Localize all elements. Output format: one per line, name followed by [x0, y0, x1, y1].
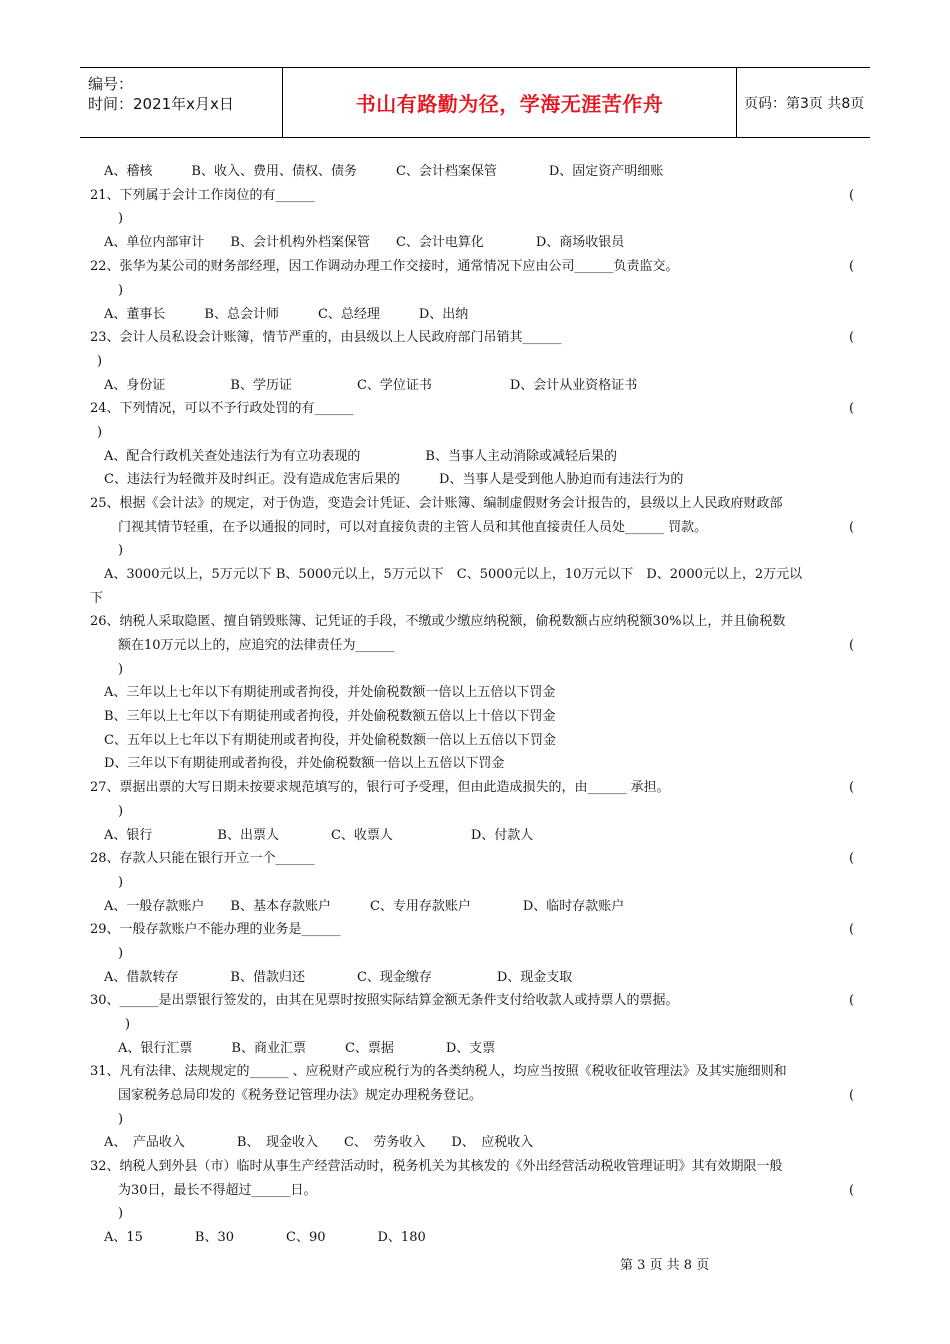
page-footer: 第 3 页 共 8 页 [620, 1258, 710, 1273]
question-28: 28、存款人只能在银行开立一个______ [90, 851, 315, 866]
options-q20: A、稽核 B、收入、费用、债权、债务 C、会计档案保管 D、固定资产明细账 [104, 164, 664, 179]
document-number-label: 编号： [88, 75, 134, 93]
answer-paren-close: ) [118, 543, 124, 558]
question-22: 22、张华为某公司的财务部经理，因工作调动办理工作交接时，通常情况下应由公司______负责监交。 [90, 259, 679, 274]
answer-paren-close: ) [118, 662, 124, 677]
question-29: 29、一般存款账户不能办理的业务是______ [90, 922, 341, 937]
question-32-line1: 32、纳税人到外县（市）临时从事生产经营活动时，税务机关为其核发的《外出经营活动税收管理证明》其有效期限一般 [90, 1159, 783, 1174]
answer-paren-open: ( [849, 1183, 855, 1198]
options-q27: A、银行 B、出票人 C、收票人 D、付款人 [104, 828, 534, 843]
options-q22: A、董事长 B、总会计师 C、总经理 D、出纳 [104, 307, 469, 322]
answer-paren-open: ( [849, 401, 855, 416]
answer-paren-open: ( [849, 259, 855, 274]
option-q26-d: D、三年以下有期徒刑或者拘役，并处偷税数额一倍以上五倍以下罚金 [104, 756, 505, 771]
options-q32: A、15 B、30 C、90 D、180 [104, 1230, 426, 1245]
question-21: 21、下列属于会计工作岗位的有______ [90, 188, 315, 203]
header-page-info: 页码：第3页 共8页 [744, 95, 865, 112]
answer-paren-close: ) [118, 875, 124, 890]
options-q25-wrap: 下 [90, 591, 104, 606]
options-q28: A、一般存款账户 B、基本存款账户 C、专用存款账户 D、临时存款账户 [104, 899, 625, 914]
answer-paren-close: ) [118, 283, 124, 298]
answer-paren-open: ( [849, 851, 855, 866]
answer-paren-close: ) [118, 946, 124, 961]
question-31-line2: 国家税务总局印发的《税务登记管理办法》规定办理税务登记。 [118, 1088, 483, 1103]
answer-paren-close: ) [97, 354, 103, 369]
question-26-line1: 26、纳税人采取隐匿、擅自销毁账簿、记凭证的手段，不缴或少缴应纳税额，偷税数额占应纳税额30%以上，并且偷税数 [90, 614, 786, 629]
document-date-label: 时间：2021年x月x日 [88, 95, 234, 113]
option-q26-c: C、五年以上七年以下有期徒刑或者拘役，并处偷税数额一倍以上五倍以下罚金 [104, 733, 556, 748]
question-32-line2: 为30日，最长不得超过______日。 [118, 1183, 317, 1198]
question-30: 30、______是出票银行签发的，由其在见票时按照实际结算金额无条件支付给收款人或持票人的票据。 [90, 993, 679, 1008]
options-q24-ab: A、配合行政机关查处违法行为有立功表现的 B、当事人主动消除或减轻后果的 [104, 449, 617, 464]
answer-paren-open: ( [849, 993, 855, 1008]
option-q26-a: A、三年以上七年以下有期徒刑或者拘役，并处偷税数额一倍以上五倍以下罚金 [104, 685, 556, 700]
options-q25: A、3000元以上，5万元以下 B、5000元以上，5万元以下 C、5000元以上，10万元以下 D、2000元以上，2万元以 [104, 567, 803, 582]
options-q31: A、 产品收入 B、 现金收入 C、 劳务收入 D、 应税收入 [104, 1135, 534, 1150]
question-31-line1: 31、凡有法律、法规规定的______ 、应税财产或应税行为的各类纳税人，均应当按照《税收征收管理法》及其实施细则和 [90, 1064, 787, 1079]
answer-paren-close: ) [118, 1206, 124, 1221]
answer-paren-open: ( [849, 188, 855, 203]
question-26-line2: 额在10万元以上的，应追究的法律责任为______ [118, 638, 395, 653]
option-q26-b: B、三年以上七年以下有期徒刑或者拘役，并处偷税数额五倍以上十倍以下罚金 [104, 709, 556, 724]
answer-paren-close: ) [118, 211, 124, 226]
options-q29: A、借款转存 B、借款归还 C、现金缴存 D、现金支取 [104, 970, 573, 985]
answer-paren-close: ) [118, 804, 124, 819]
question-27: 27、票据出票的大写日期未按要求规范填写的，银行可予受理，但由此造成损失的，由______ 承担。 [90, 780, 670, 795]
answer-paren-open: ( [849, 780, 855, 795]
answer-paren-open: ( [849, 638, 855, 653]
question-23: 23、会计人员私设会计账簿，情节严重的，由县级以上人民政府部门吊销其______ [90, 330, 562, 345]
options-q24-cd: C、违法行为轻微并及时纠正。没有造成危害后果的 D、当事人是受到他人胁迫而有违法行为的 [104, 472, 684, 487]
answer-paren-close: ) [125, 1017, 131, 1032]
options-q21: A、单位内部审计 B、会计机构外档案保管 C、会计电算化 D、商场收银员 [104, 235, 625, 250]
question-25-line1: 25、根据《会计法》的规定，对于伪造，变造会计凭证、会计账簿、编制虚假财务会计报告的，县级以上人民政府财政部 [90, 496, 783, 511]
header-motto: 书山有路勤为径，学海无涯苦作舟 [355, 92, 664, 116]
answer-paren-open: ( [849, 330, 855, 345]
answer-paren-open: ( [849, 1088, 855, 1103]
options-q30: A、银行汇票 B、商业汇票 C、票据 D、支票 [118, 1041, 496, 1056]
answer-paren-open: ( [849, 922, 855, 937]
options-q23: A、身份证 B、学历证 C、学位证书 D、会计从业资格证书 [104, 378, 638, 393]
question-25-line2: 门视其情节轻重，在予以通报的同时，可以对直接负责的主管人员和其他直接责任人员处______ 罚款。 [118, 520, 708, 535]
answer-paren-close: ) [97, 425, 103, 440]
question-24: 24、下列情况，可以不予行政处罚的有______ [90, 401, 354, 416]
answer-paren-close: ) [118, 1112, 124, 1127]
answer-paren-open: ( [849, 520, 855, 535]
